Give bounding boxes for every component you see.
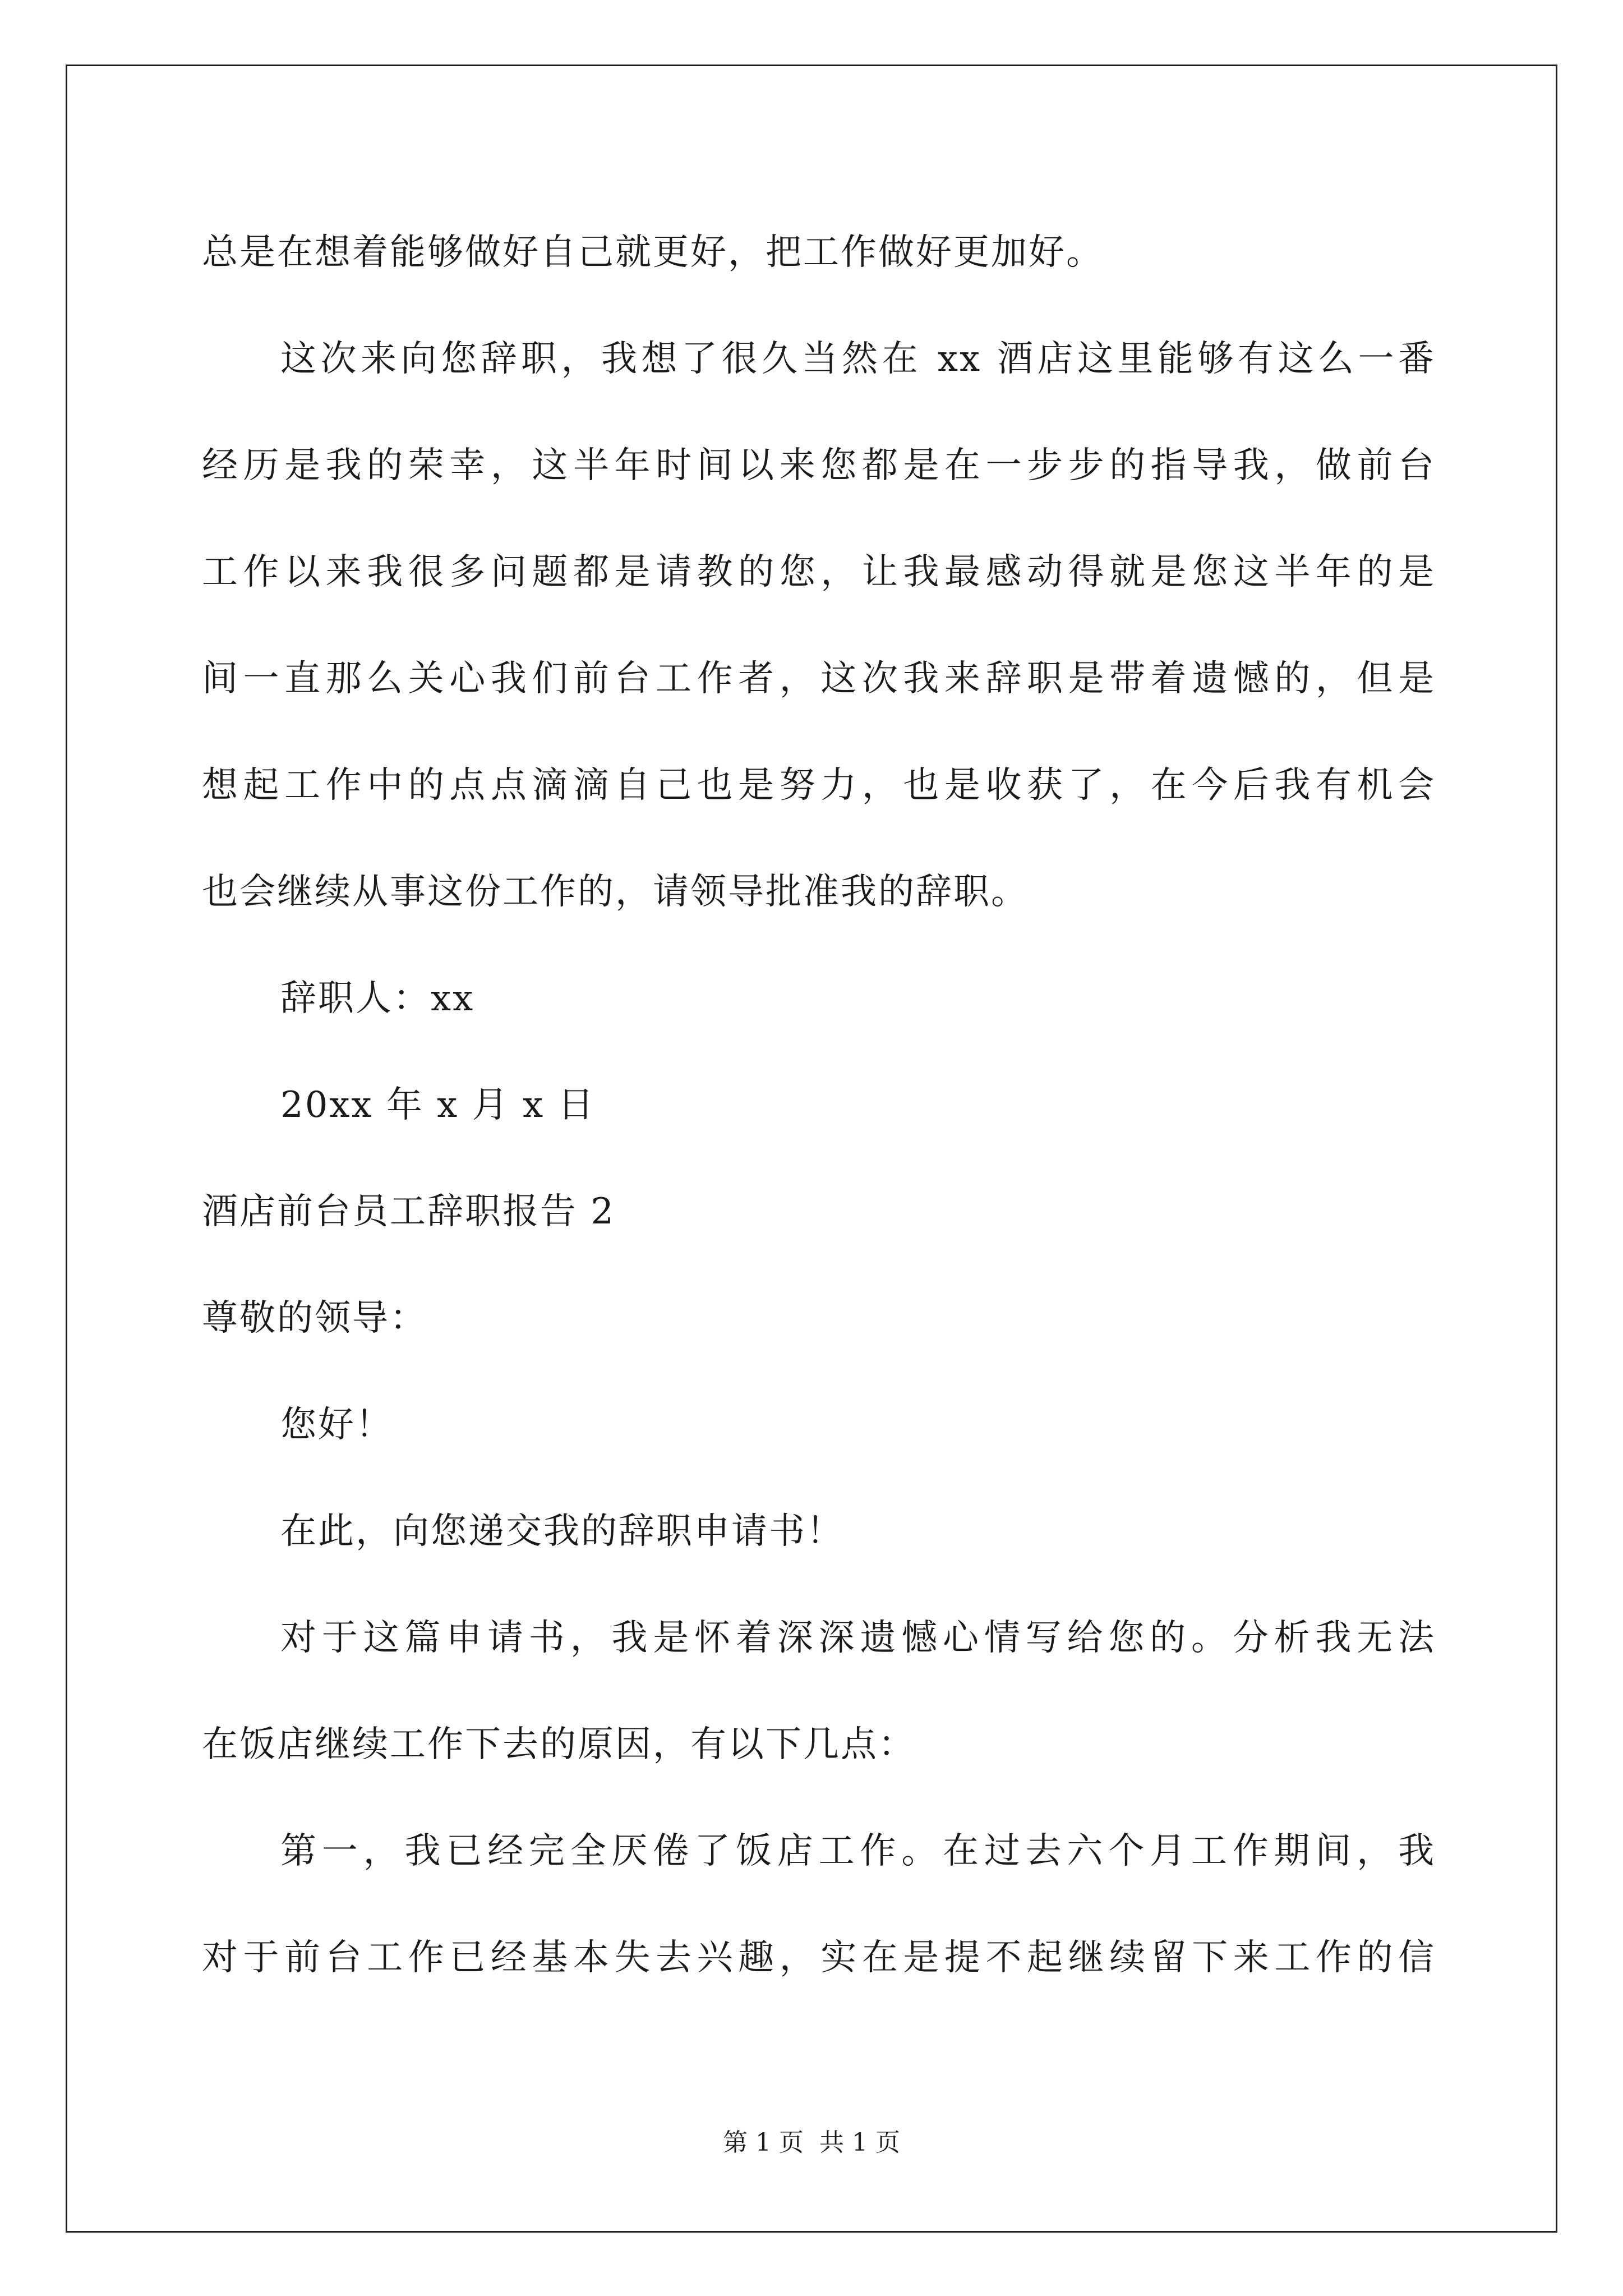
body-line: 在此，向您递交我的辞职申请书！: [280, 1511, 844, 1552]
body-line: 在饭店继续工作下去的原因，有以下几点：: [202, 1724, 916, 1765]
signature-line: 辞职人：xx: [280, 978, 475, 1019]
body-line: 对于这篇申请书，我是怀着深深遗憾心情写给您的。分析我无法: [280, 1617, 1436, 1659]
page-footer: [0, 2127, 1623, 2159]
page-border: [66, 65, 1557, 2233]
page-number: 第 1 页: [723, 2128, 804, 2157]
body-line: 对于前台工作已经基本失去兴趣，实在是提不起继续留下来工作的信: [202, 1937, 1436, 1978]
body-line: 第一，我已经完全厌倦了饭店工作。在过去六个月工作期间，我: [280, 1830, 1436, 1872]
body-line: 这次来向您辞职，我想了很久当然在 xx 酒店这里能够有这么一番: [280, 338, 1436, 380]
body-line: 想起工作中的点点滴滴自己也是努力，也是收获了，在今后我有机会: [202, 765, 1436, 806]
greeting: 您好！: [280, 1404, 393, 1446]
body-line: 经历是我的荣幸，这半年时间以来您都是在一步步的指导我，做前台: [202, 445, 1436, 486]
body-line: 也会继续从事这份工作的，请领导批准我的辞职。: [202, 871, 1029, 913]
section-title: 酒店前台员工辞职报告 2: [202, 1191, 616, 1232]
body-line: 间一直那么关心我们前台工作者，这次我来辞职是带着遗憾的，但是: [202, 658, 1436, 700]
body-line: 工作以来我很多问题都是请教的您，让我最感动得就是您这半年的是: [202, 551, 1436, 593]
body-line: 总是在想着能够做好自己就更好，把工作做好更加好。: [202, 232, 1104, 273]
salutation: 尊敬的领导：: [202, 1297, 427, 1339]
page-total: 共 1 页: [819, 2128, 900, 2157]
date-line: 20xx 年 x 月 x 日: [280, 1084, 596, 1126]
